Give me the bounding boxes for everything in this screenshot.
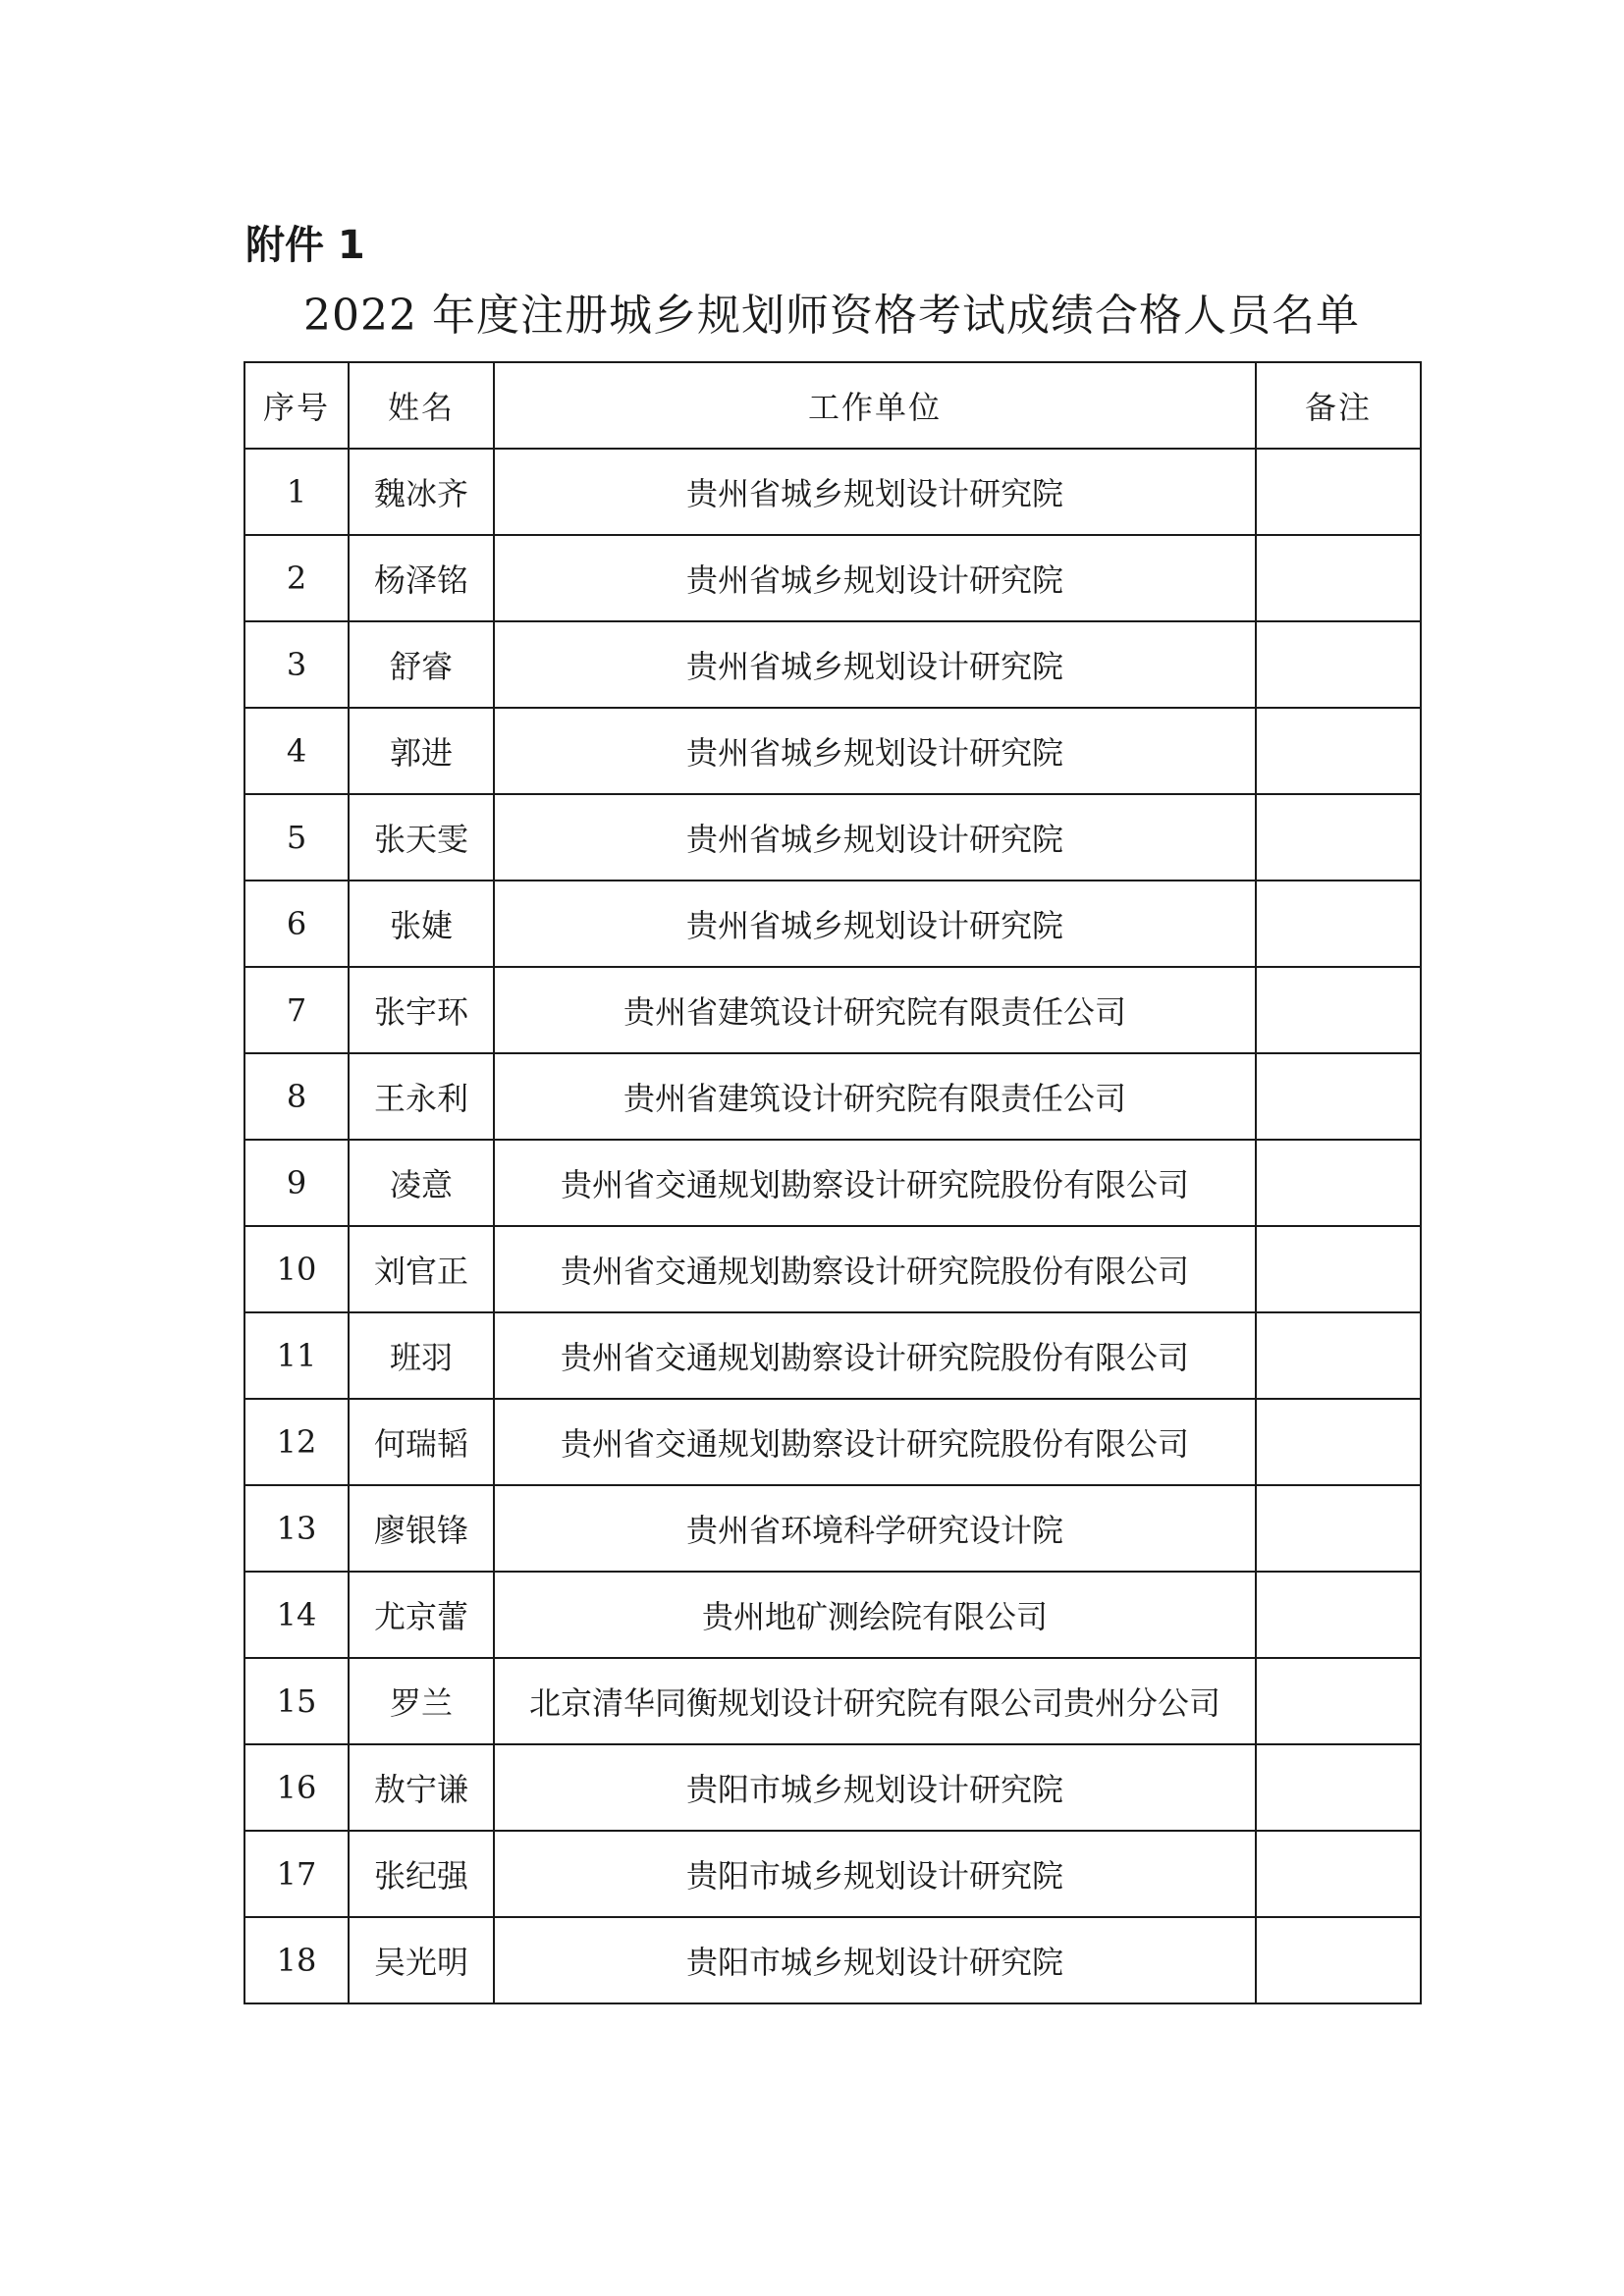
table-row <box>244 1658 1421 1744</box>
serial-number-cell: 5 <box>244 794 349 881</box>
serial-number-cell: 8 <box>244 1053 349 1140</box>
serial-number-cell: 9 <box>244 1140 349 1226</box>
name-cell: 刘官正 <box>349 1226 494 1312</box>
work-unit-cell: 贵州省环境科学研究设计院 <box>494 1485 1256 1572</box>
document-title: 2022 年度注册城乡规划师资格考试成绩合格人员名单 <box>303 291 1360 341</box>
serial-number-cell: 7 <box>244 967 349 1053</box>
name-cell: 杨泽铭 <box>349 535 494 621</box>
name-cell: 张婕 <box>349 881 494 967</box>
table-row <box>244 1744 1421 1831</box>
attachment-label: 附件 1 <box>245 223 365 268</box>
serial-number-cell: 1 <box>244 449 349 535</box>
serial-number-cell: 16 <box>244 1744 349 1831</box>
name-cell: 何瑞韬 <box>349 1399 494 1485</box>
serial-number-cell: 17 <box>244 1831 349 1917</box>
remarks-cell <box>1256 967 1421 1053</box>
remarks-cell <box>1256 708 1421 794</box>
table-row <box>244 967 1421 1053</box>
work-unit-cell: 贵州省城乡规划设计研究院 <box>494 621 1256 708</box>
serial-number-cell: 4 <box>244 708 349 794</box>
table-row <box>244 1312 1421 1399</box>
serial-number-cell: 18 <box>244 1917 349 2003</box>
remarks-cell <box>1256 1140 1421 1226</box>
name-cell: 王永利 <box>349 1053 494 1140</box>
name-cell: 尤京蕾 <box>349 1572 494 1658</box>
table-row <box>244 794 1421 881</box>
serial-number-cell: 6 <box>244 881 349 967</box>
name-cell: 罗兰 <box>349 1658 494 1744</box>
remarks-cell <box>1256 1572 1421 1658</box>
work-unit-cell: 贵州省城乡规划设计研究院 <box>494 881 1256 967</box>
remarks-cell <box>1256 1312 1421 1399</box>
remarks-cell <box>1256 1744 1421 1831</box>
table-row <box>244 1917 1421 2003</box>
serial-number-cell: 13 <box>244 1485 349 1572</box>
name-cell: 廖银锋 <box>349 1485 494 1572</box>
name-cell: 魏冰齐 <box>349 449 494 535</box>
work-unit-cell: 贵阳市城乡规划设计研究院 <box>494 1917 1256 2003</box>
remarks-cell <box>1256 1658 1421 1744</box>
work-unit-cell: 贵州省交通规划勘察设计研究院股份有限公司 <box>494 1226 1256 1312</box>
work-unit-cell: 贵州省城乡规划设计研究院 <box>494 449 1256 535</box>
table-row <box>244 881 1421 967</box>
work-unit-cell: 贵州省城乡规划设计研究院 <box>494 794 1256 881</box>
table-row <box>244 1831 1421 1917</box>
remarks-cell <box>1256 1226 1421 1312</box>
work-unit-cell: 贵州省建筑设计研究院有限责任公司 <box>494 967 1256 1053</box>
remarks-cell <box>1256 621 1421 708</box>
work-unit-cell: 贵州省交通规划勘察设计研究院股份有限公司 <box>494 1399 1256 1485</box>
serial-number-cell: 14 <box>244 1572 349 1658</box>
work-unit-cell: 贵阳市城乡规划设计研究院 <box>494 1744 1256 1831</box>
name-cell: 吴光明 <box>349 1917 494 2003</box>
serial-number-cell: 12 <box>244 1399 349 1485</box>
header-remarks: 备注 <box>1256 362 1421 449</box>
serial-number-cell: 11 <box>244 1312 349 1399</box>
table-row <box>244 1053 1421 1140</box>
name-cell: 郭进 <box>349 708 494 794</box>
work-unit-cell: 北京清华同衡规划设计研究院有限公司贵州分公司 <box>494 1658 1256 1744</box>
table-row <box>244 449 1421 535</box>
work-unit-cell: 贵州省交通规划勘察设计研究院股份有限公司 <box>494 1140 1256 1226</box>
table-row <box>244 1485 1421 1572</box>
table-row <box>244 1226 1421 1312</box>
table-row <box>244 1399 1421 1485</box>
table-row <box>244 535 1421 621</box>
remarks-cell <box>1256 794 1421 881</box>
remarks-cell <box>1256 881 1421 967</box>
serial-number-cell: 2 <box>244 535 349 621</box>
table-row <box>244 621 1421 708</box>
serial-number-cell: 10 <box>244 1226 349 1312</box>
remarks-cell <box>1256 535 1421 621</box>
remarks-cell <box>1256 1485 1421 1572</box>
work-unit-cell: 贵州省交通规划勘察设计研究院股份有限公司 <box>494 1312 1256 1399</box>
table-row <box>244 708 1421 794</box>
name-cell: 班羽 <box>349 1312 494 1399</box>
name-cell: 张天雯 <box>349 794 494 881</box>
header-row <box>244 362 1421 449</box>
name-cell: 凌意 <box>349 1140 494 1226</box>
remarks-cell <box>1256 1053 1421 1140</box>
header-serial-number: 序号 <box>244 362 349 449</box>
remarks-cell <box>1256 1831 1421 1917</box>
remarks-cell <box>1256 1917 1421 2003</box>
name-cell: 张宇环 <box>349 967 494 1053</box>
header-work-unit: 工作单位 <box>494 362 1256 449</box>
work-unit-cell: 贵州省建筑设计研究院有限责任公司 <box>494 1053 1256 1140</box>
serial-number-cell: 3 <box>244 621 349 708</box>
header-name: 姓名 <box>349 362 494 449</box>
work-unit-cell: 贵州省城乡规划设计研究院 <box>494 708 1256 794</box>
table-row <box>244 1140 1421 1226</box>
serial-number-cell: 15 <box>244 1658 349 1744</box>
work-unit-cell: 贵阳市城乡规划设计研究院 <box>494 1831 1256 1917</box>
remarks-cell <box>1256 1399 1421 1485</box>
work-unit-cell: 贵州省城乡规划设计研究院 <box>494 535 1256 621</box>
remarks-cell <box>1256 449 1421 535</box>
work-unit-cell: 贵州地矿测绘院有限公司 <box>494 1572 1256 1658</box>
name-cell: 敖宁谦 <box>349 1744 494 1831</box>
qualified-personnel-table <box>244 361 1422 2004</box>
table-header <box>244 362 1421 449</box>
name-cell: 舒睿 <box>349 621 494 708</box>
table-body <box>244 449 1421 2003</box>
name-cell: 张纪强 <box>349 1831 494 1917</box>
table-row <box>244 1572 1421 1658</box>
